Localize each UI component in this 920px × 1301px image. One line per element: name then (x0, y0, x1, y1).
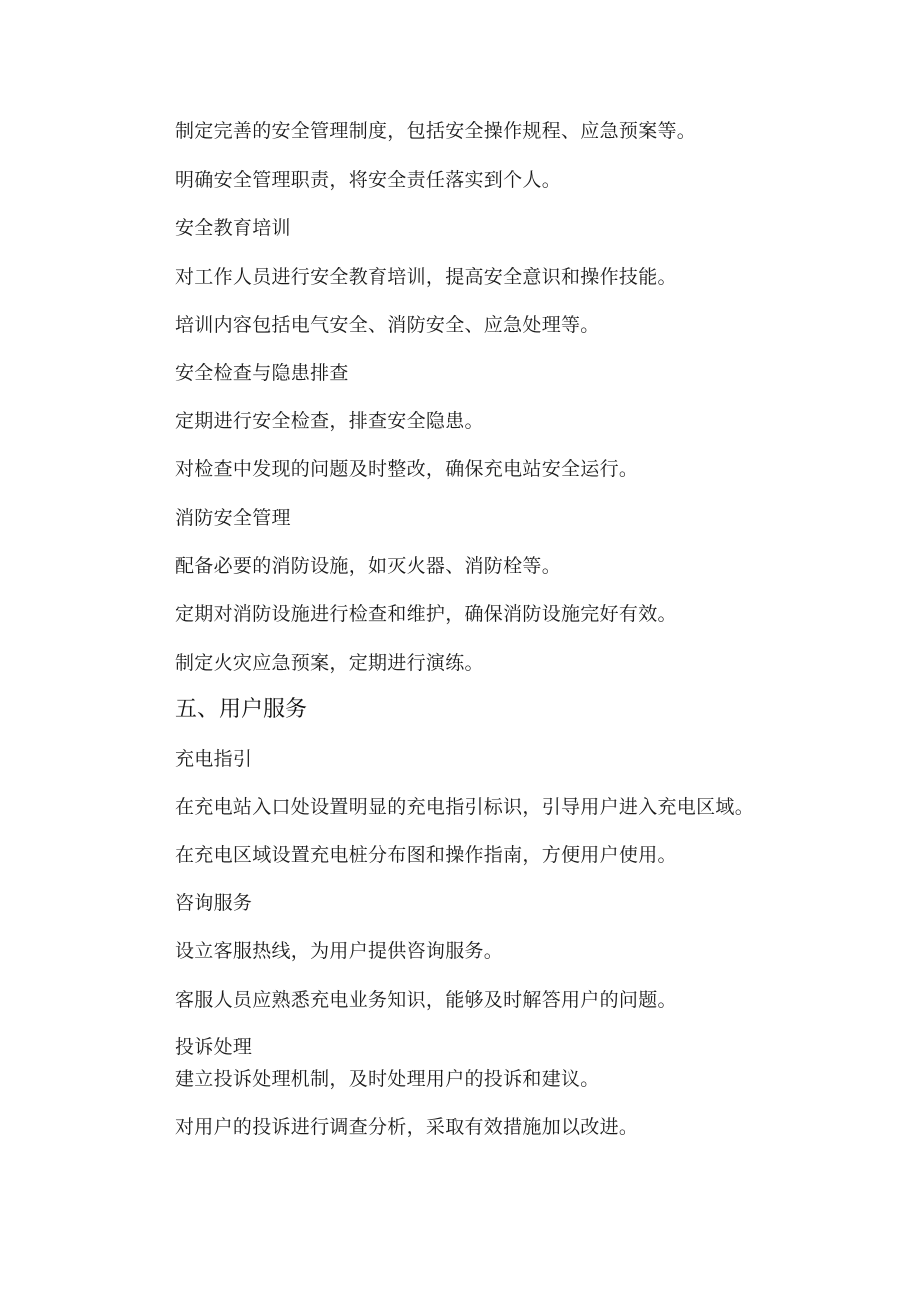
paragraph-line: 对用户的投诉进行调查分析，采取有效措施加以改进。 (175, 1116, 639, 1138)
subheading: 咨询服务 (175, 892, 253, 914)
paragraph-line: 培训内容包括电气安全、消防安全、应急处理等。 (175, 314, 600, 336)
paragraph-line: 明确安全管理职责，将安全责任落实到个人。 (175, 169, 562, 191)
paragraph-line: 定期进行安全检查，排查安全隐患。 (175, 410, 484, 432)
subheading: 投诉处理 (175, 1036, 253, 1058)
paragraph-line: 制定完善的安全管理制度，包括安全操作规程、应急预案等。 (175, 120, 697, 142)
paragraph-line: 客服人员应熟悉充电业务知识，能够及时解答用户的问题。 (175, 989, 677, 1011)
subheading: 安全教育培训 (175, 217, 291, 239)
paragraph-line: 建立投诉处理机制，及时处理用户的投诉和建议。 (175, 1068, 600, 1090)
paragraph-line: 配备必要的消防设施，如灭火器、消防栓等。 (175, 555, 562, 577)
paragraph-line: 对检查中发现的问题及时整改，确保充电站安全运行。 (175, 458, 639, 480)
subheading: 安全检查与隐患排查 (175, 362, 349, 384)
paragraph-line: 制定火灾应急预案，定期进行演练。 (175, 652, 484, 674)
paragraph-line: 定期对消防设施进行检查和维护，确保消防设施完好有效。 (175, 603, 677, 625)
paragraph-line: 在充电区域设置充电桩分布图和操作指南，方便用户使用。 (175, 844, 677, 866)
subheading: 充电指引 (175, 748, 253, 770)
section-heading: 五、用户服务 (175, 697, 308, 722)
paragraph-line: 对工作人员进行安全教育培训，提高安全意识和操作技能。 (175, 266, 677, 288)
subheading: 消防安全管理 (175, 507, 291, 529)
paragraph-line: 在充电站入口处设置明显的充电指引标识，引导用户进入充电区域。 (175, 796, 755, 818)
paragraph-line: 设立客服热线，为用户提供咨询服务。 (175, 940, 504, 962)
